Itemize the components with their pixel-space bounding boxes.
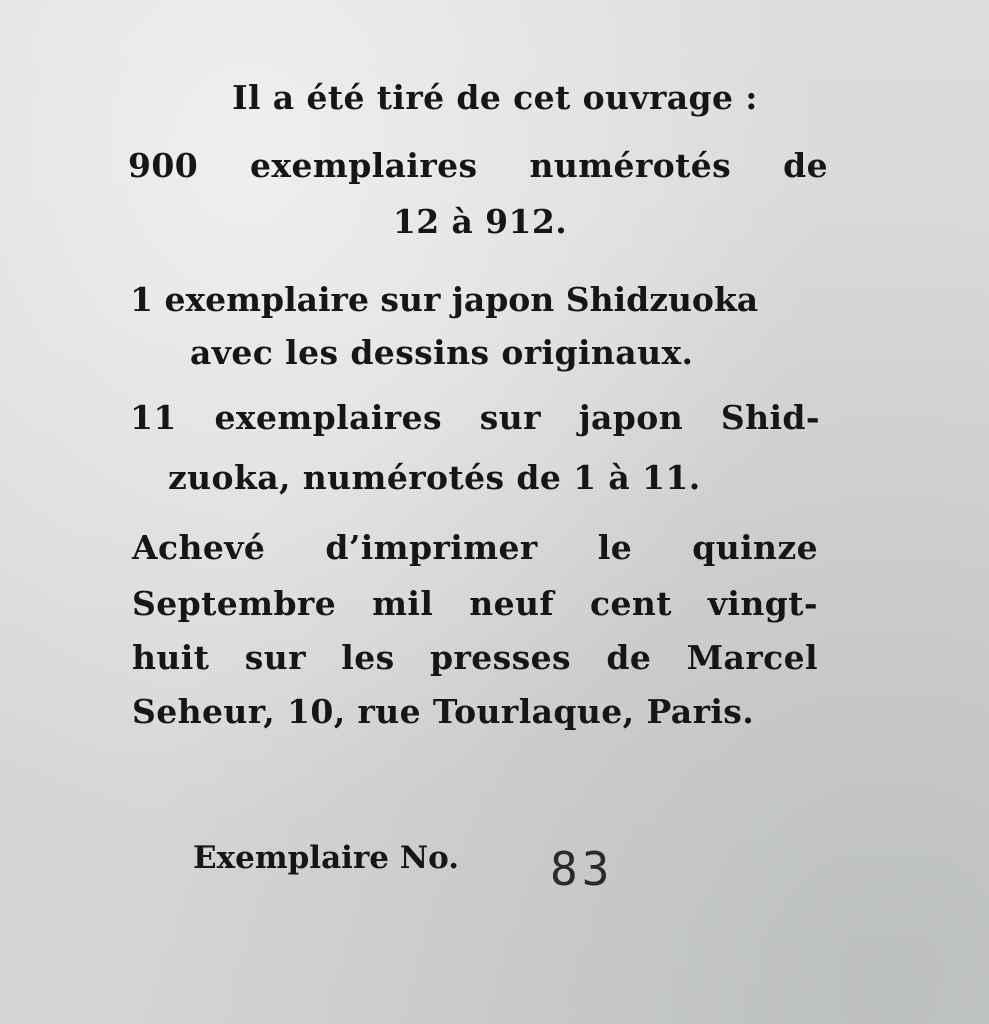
original-drawings-line-2: avec les dessins originaux. xyxy=(190,333,694,372)
ordinary-edition-line-2: 12 à 912. xyxy=(392,202,568,241)
original-drawings-line-1: 1 exemplaire sur japon Shidzuoka xyxy=(130,280,759,319)
word: de xyxy=(783,146,828,185)
word: Septembre xyxy=(132,584,337,623)
printing-note-line-2 xyxy=(132,584,818,624)
word: 900 xyxy=(128,146,199,185)
word: d’imprimer xyxy=(325,528,538,567)
word: exemplaires xyxy=(214,398,442,437)
word: les xyxy=(341,638,395,677)
word: cent xyxy=(589,584,672,623)
copy-number-label: Exemplaire No. xyxy=(193,840,460,876)
word: 11 xyxy=(130,398,177,437)
word: Achevé xyxy=(132,528,266,567)
word: le xyxy=(597,528,633,567)
word: presses xyxy=(429,638,571,677)
printing-note-line-1 xyxy=(132,528,818,568)
japon-copies-line-2: zuoka, numérotés de 1 à 11. xyxy=(168,458,701,497)
word: de xyxy=(606,638,652,677)
ordinary-edition-line-1 xyxy=(128,146,828,186)
word: sur xyxy=(244,638,306,677)
colophon-heading: Il a été tiré de cet ouvrage : xyxy=(232,78,758,117)
word: mil xyxy=(372,584,434,623)
word: exemplaires xyxy=(250,146,478,185)
word: vingt- xyxy=(707,584,818,623)
word: japon xyxy=(578,398,684,437)
word: quinze xyxy=(692,528,818,567)
word: Marcel xyxy=(686,638,818,677)
word: sur xyxy=(479,398,541,437)
japon-copies-line-1 xyxy=(130,398,820,438)
copy-number-value: 83 xyxy=(550,842,614,896)
word: Shid- xyxy=(720,398,820,437)
printing-note-line-4: Seheur, 10, rue Tourlaque, Paris. xyxy=(132,692,755,731)
word: numérotés xyxy=(529,146,732,185)
printing-note-line-3 xyxy=(132,638,818,678)
word: huit xyxy=(132,638,210,677)
word: neuf xyxy=(469,584,555,623)
